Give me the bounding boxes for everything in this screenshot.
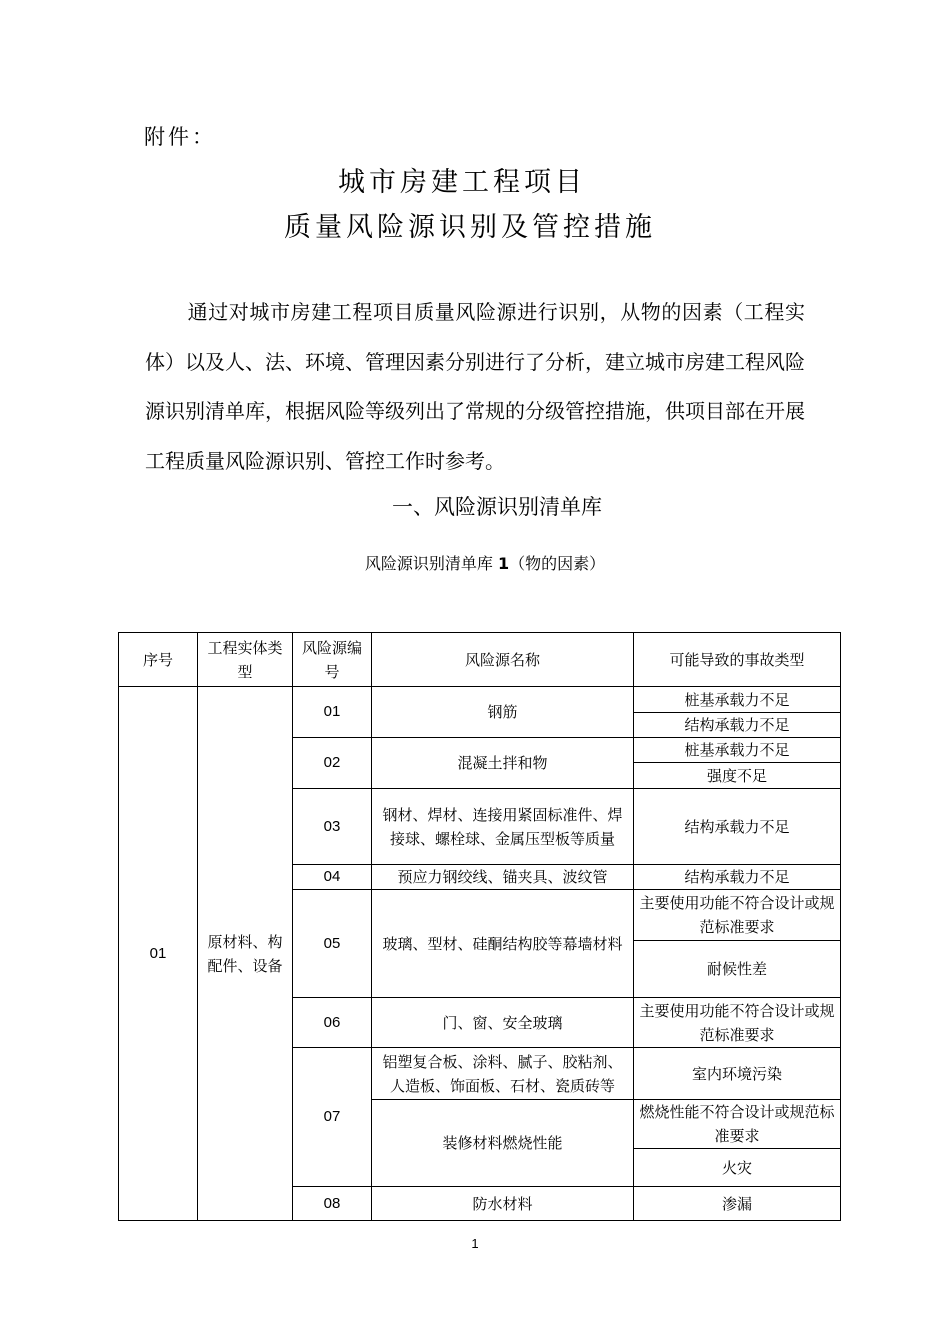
source-code: 03: [293, 789, 372, 865]
table-header-row: [119, 633, 841, 687]
attachment-label: 附件：: [144, 125, 216, 149]
page-number: 1: [471, 1236, 479, 1251]
accident-type: 结构承载力不足: [634, 713, 841, 738]
source-code: 02: [293, 738, 372, 789]
accident-type: 桩基承载力不足: [634, 687, 841, 713]
accident-type: 结构承载力不足: [634, 789, 841, 865]
header-accident-type: 可能导致的事故类型: [634, 633, 841, 687]
risk-source-table: [118, 632, 841, 1221]
source-code: 08: [293, 1187, 372, 1221]
section-heading: 一、风险源识别清单库: [392, 495, 602, 519]
header-source-name: 风险源名称: [372, 633, 634, 687]
header-entity-type: 工程实体类型: [198, 633, 293, 687]
source-name: 预应力钢绞线、锚夹具、波纹管: [372, 865, 634, 890]
source-code: 06: [293, 998, 372, 1048]
accident-type: 结构承载力不足: [634, 865, 841, 890]
accident-type: 燃烧性能不符合设计或规范标准要求: [634, 1100, 841, 1149]
intro-text: 通过对城市房建工程项目质量风险源进行识别，从物的因素（工程实体）以及人、法、环境、管理因素分别进行了分析，建立城市房建工程风险源识别清单库，根据风险等级列出了常规的分级管控措施，供项目部在开展工程质量风险源识别、管控工作时参考。: [145, 300, 805, 473]
source-code: 04: [293, 865, 372, 890]
accident-type: 桩基承载力不足: [634, 738, 841, 763]
title-line-2: 质量风险源识别及管控措施: [284, 212, 656, 243]
table-row: [119, 687, 841, 713]
accident-type: 火灾: [634, 1149, 841, 1187]
caption-prefix: 风险源识别清单库: [364, 554, 493, 573]
source-name: 钢材、焊材、连接用紧固标准件、焊接球、螺栓球、金属压型板等质量: [372, 789, 634, 865]
caption-number: 1: [497, 554, 510, 573]
source-code: 01: [293, 687, 372, 738]
accident-type: 主要使用功能不符合设计或规范标准要求: [634, 890, 841, 941]
group-entity-type: 原材料、构配件、设备: [198, 687, 293, 1221]
header-source-code: 风险源编号: [293, 633, 372, 687]
header-seq: 序号: [119, 633, 198, 687]
title-line-1: 城市房建工程项目: [338, 167, 586, 198]
source-name: 门、窗、安全玻璃: [372, 998, 634, 1048]
caption-suffix: （物的因素）: [509, 554, 606, 573]
source-code: 05: [293, 890, 372, 998]
group-number: 01: [119, 687, 198, 1221]
accident-type: 耐候性差: [634, 941, 841, 998]
source-name: 装修材料燃烧性能: [372, 1100, 634, 1187]
accident-type: 室内环境污染: [634, 1048, 841, 1100]
accident-type: 渗漏: [634, 1187, 841, 1221]
source-name: 钢筋: [372, 687, 634, 738]
source-name: 防水材料: [372, 1187, 634, 1221]
source-code: 07: [293, 1048, 372, 1187]
intro-paragraph: [145, 288, 805, 486]
table-caption: [10, 551, 950, 574]
accident-type: 强度不足: [634, 763, 841, 789]
source-name: 混凝土拌和物: [372, 738, 634, 789]
source-name: 玻璃、型材、硅酮结构胶等幕墙材料: [372, 890, 634, 998]
source-name: 铝塑复合板、涂料、腻子、胶粘剂、人造板、饰面板、石材、瓷质砖等: [372, 1048, 634, 1100]
accident-type: 主要使用功能不符合设计或规范标准要求: [634, 998, 841, 1048]
